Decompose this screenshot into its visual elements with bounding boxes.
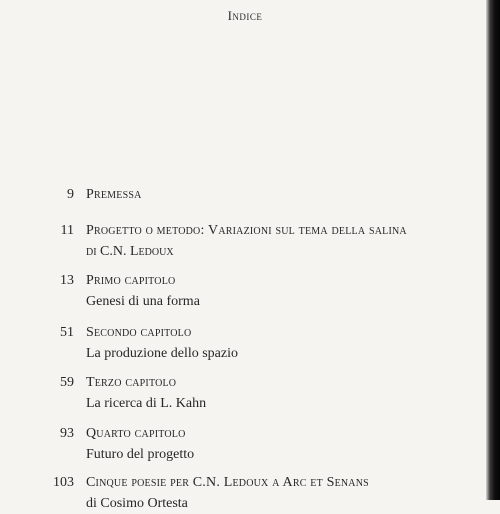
toc-heading: Quarto capitolo xyxy=(86,426,186,441)
toc-page-number: 11 xyxy=(60,223,74,238)
toc-page-number: 103 xyxy=(53,475,74,490)
toc-heading: Primo capitolo xyxy=(86,273,176,288)
toc-subtitle: La produzione dello spazio xyxy=(86,346,239,361)
toc-subtitle: Genesi di una forma xyxy=(86,294,200,309)
page-title: Indice xyxy=(227,8,263,23)
toc-heading: Premessa xyxy=(86,187,142,202)
toc-entry-text xyxy=(86,220,482,262)
toc-entry-text xyxy=(86,372,482,414)
toc-entry-text xyxy=(86,184,482,205)
toc-page-number: 93 xyxy=(60,426,74,441)
scan-shadow-edge xyxy=(486,0,500,500)
toc-page-number: 59 xyxy=(60,375,74,390)
toc-entry-text xyxy=(86,472,482,514)
toc-subtitle: di Cosimo Ortesta xyxy=(86,496,188,511)
toc-subtitle: Futuro del progetto xyxy=(86,447,195,462)
toc-entry-text xyxy=(86,270,482,312)
toc-subtitle: La ricerca di L. Kahn xyxy=(86,396,207,411)
toc-page-number: 13 xyxy=(60,273,74,288)
toc-heading: Terzo capitolo xyxy=(86,375,177,390)
toc-heading: Secondo capitolo xyxy=(86,325,192,340)
toc-entry-text xyxy=(86,322,482,364)
toc-entry-text xyxy=(86,423,482,465)
toc-page-number: 9 xyxy=(67,187,74,202)
toc-heading: Progetto o metodo: Variazioni sul tema della salina xyxy=(86,223,407,238)
toc-subtitle: di C.N. Ledoux xyxy=(86,244,174,259)
toc-heading: Cinque poesie per C.N. Ledoux a Arc et Senans xyxy=(86,475,369,490)
toc-page-number: 51 xyxy=(60,325,74,340)
